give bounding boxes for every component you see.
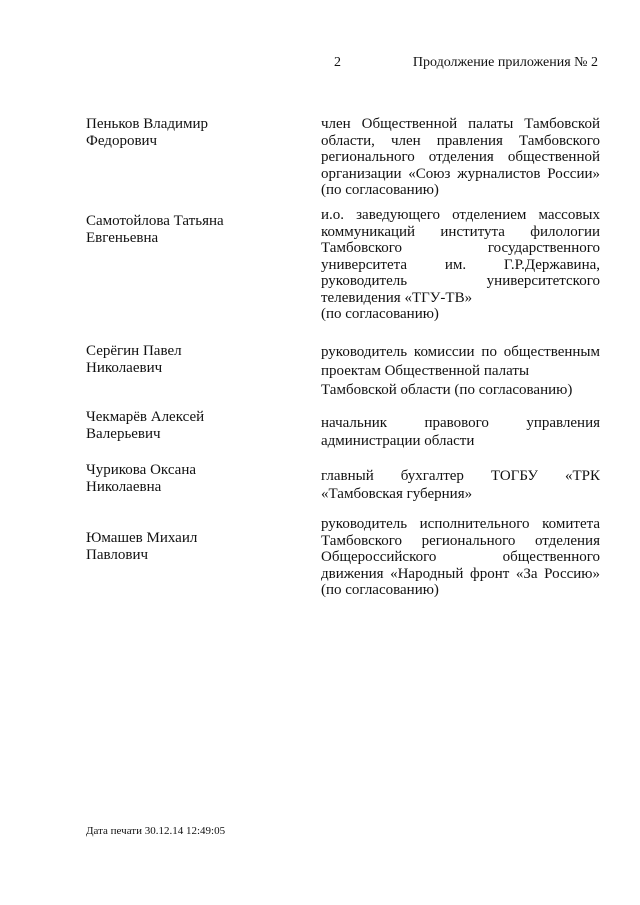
member-role-line: движения «Народный фронт «За Россию» — [321, 565, 600, 582]
member-role — [321, 467, 600, 503]
member-name-line: Самотойлова Татьяна — [86, 213, 224, 229]
member-role-line: коммуникаций института филологии — [321, 223, 600, 240]
member-role-line: «Тамбовская губерния» — [321, 486, 473, 502]
member-role-line: член Общественной палаты Тамбовской — [321, 116, 600, 132]
member-role — [321, 414, 600, 450]
member-role — [321, 207, 600, 323]
member-name-line: Николаевна — [86, 479, 162, 495]
member-role-line: и.о. заведующего отделением массовых — [321, 207, 600, 223]
member-name-line: Николаевич — [86, 360, 163, 376]
member-role-line: Общероссийского общественного — [321, 549, 600, 565]
member-role-line: администрации области — [321, 433, 475, 449]
member-name-line: Валерьевич — [86, 426, 161, 442]
member-role-line: Тамбовского государственного — [321, 240, 600, 256]
member-role-line: университета им. Г.Р.Державина, — [321, 256, 600, 273]
member-role-line: руководитель университетского — [321, 273, 600, 289]
member-role-line: организации «Союз журналистов России» — [321, 165, 600, 182]
member-role — [321, 516, 600, 599]
member-name-line: Евгеньевна — [86, 230, 159, 246]
print-date-footer: Дата печати 30.12.14 12:49:05 — [86, 825, 226, 837]
member-name-line: Чурикова Оксана — [86, 462, 197, 478]
member-name — [86, 409, 286, 443]
member-role-line: главный бухгалтер ТОГБУ «ТРК — [321, 468, 600, 484]
member-name — [86, 116, 286, 150]
member-role-line: начальник правового управления — [321, 415, 600, 431]
appendix-continuation-label: Продолжение приложения № 2 — [412, 55, 598, 70]
member-name — [86, 213, 286, 247]
member-name-line: Серёгин Павел — [86, 343, 182, 359]
member-role-line: регионального отделения общественной — [321, 149, 600, 165]
member-role-line: (по согласованию) — [321, 582, 439, 598]
member-name-line: Чекмарёв Алексей — [86, 409, 205, 425]
member-role — [321, 343, 600, 400]
member-name-line: Пеньков Владимир — [86, 116, 209, 132]
member-role-line: руководитель исполнительного комитета — [321, 516, 600, 532]
member-name — [86, 462, 286, 496]
member-role-line: Тамбовской области (по согласованию) — [321, 382, 573, 398]
member-role-line: телевидения «ТГУ-ТВ» — [321, 289, 473, 306]
member-role-line: области, член правления Тамбовского — [321, 132, 600, 149]
member-role-line: (по согласованию) — [321, 182, 439, 198]
member-name — [86, 343, 286, 377]
page-number: 2 — [334, 55, 341, 70]
member-name-line: Павлович — [86, 547, 149, 563]
member-name-line: Юмашев Михаил — [86, 530, 198, 546]
member-role-line: проектам Общественной палаты — [321, 363, 530, 379]
member-name — [86, 530, 286, 564]
member-role-line: руководитель комиссии по общественным — [321, 344, 600, 360]
member-role-line: (по согласованию) — [321, 306, 439, 322]
member-name-line: Федорович — [86, 133, 158, 149]
member-role — [321, 116, 600, 199]
member-role-line: Тамбовского регионального отделения — [321, 532, 600, 549]
